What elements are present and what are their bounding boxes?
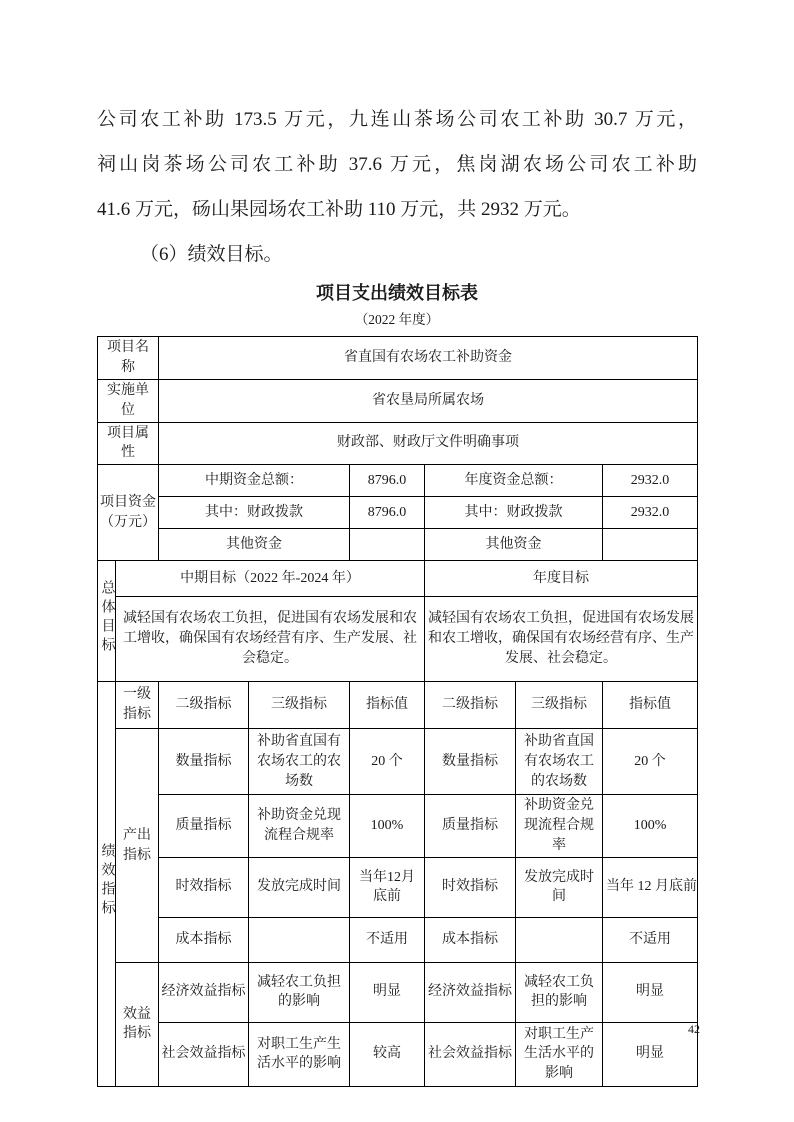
indicator-level3-cell: [516, 917, 603, 962]
overall-goal-vertical-text: 总体目标: [99, 579, 115, 656]
table-row: [98, 379, 698, 422]
table-row: [98, 1022, 698, 1086]
indicator-level2-cell: 时效指标: [425, 857, 516, 917]
indicator-value-cell: 100%: [603, 795, 698, 858]
implementing-unit-value: 省农垦局所属农场: [159, 379, 698, 422]
indicator-level2-cell: 时效指标: [159, 857, 249, 917]
table-row: [98, 529, 698, 561]
annual-other-value: [603, 529, 698, 561]
project-funds-label: 项目资金（万元）: [98, 465, 159, 561]
project-attribute-value: 财政部、财政厅文件明确事项: [159, 422, 698, 465]
table-row: [98, 597, 698, 682]
indicator-level3-cell: 对职工生产生活水平的影响: [516, 1022, 603, 1086]
midterm-other-label: 其他资金: [159, 529, 350, 561]
indicator-level2-cell: 数量指标: [425, 729, 516, 795]
indicator-level3-cell: 发放完成时间: [516, 857, 603, 917]
indicator-level2-cell: 质量指标: [159, 795, 249, 858]
midterm-total-label: 中期资金总额：: [159, 465, 350, 497]
indicator-value-cell: 20 个: [603, 729, 698, 795]
indicator-level3-cell: 补助资金兑现流程合规率: [249, 795, 350, 858]
table-row: [98, 497, 698, 529]
performance-target-table: [97, 336, 698, 1087]
page-content: [97, 97, 697, 1087]
level1-indicator-header: 一级指标: [116, 682, 159, 729]
level2-indicator-header-left: 二级指标: [159, 682, 249, 729]
level3-indicator-header-left: 三级指标: [249, 682, 350, 729]
table-row: [98, 857, 698, 917]
level3-indicator-header-right: 三级指标: [516, 682, 603, 729]
indicator-level2-cell: 成本指标: [159, 917, 249, 962]
indicator-value-cell: 不适用: [350, 917, 425, 962]
table-row: [98, 561, 698, 597]
indicator-level2-cell: 社会效益指标: [159, 1022, 249, 1086]
annual-fiscal-label: 其中：财政拨款: [425, 497, 603, 529]
project-name-label: 项目名称: [98, 337, 159, 380]
indicator-level2-cell: 经济效益指标: [159, 962, 249, 1022]
table-title: 项目支出绩效目标表: [316, 283, 478, 303]
annual-goal-header: 年度目标: [425, 561, 698, 597]
overall-goal-label: [98, 561, 116, 682]
midterm-total-value: 8796.0: [350, 465, 425, 497]
indicator-level3-cell: 补助省直国有农场农工的农场数: [249, 729, 350, 795]
indicator-level3-cell: [249, 917, 350, 962]
indicator-level3-cell: 减轻农工负担的影响: [249, 962, 350, 1022]
table-subtitle: （2022 年度）: [354, 312, 440, 327]
annual-fiscal-value: 2932.0: [603, 497, 698, 529]
indicator-level2-cell: 成本指标: [425, 917, 516, 962]
indicator-value-cell: 明显: [603, 962, 698, 1022]
indicator-level3-cell: 补助省直国有农场农工的农场数: [516, 729, 603, 795]
paragraph-line: 公司农工补助 173.5 万元，九连山茶场公司农工补助 30.7 万元，: [97, 109, 697, 130]
paragraph-line: 41.6 万元，砀山果园场农工补助 110 万元，共 2932 万元。: [97, 199, 581, 220]
indicator-value-header-right: 指标值: [603, 682, 698, 729]
midterm-goal-text: 减轻国有农场农工负担，促进国有农场发展和农工增收，确保国有农场经营有序、生产发展、社会稳定。: [116, 597, 425, 682]
annual-goal-text: 减轻国有农场农工负担，促进国有农场发展和农工增收，确保国有农场经营有序、生产发展、社会稳定。: [425, 597, 698, 682]
implementing-unit-label: 实施单位: [98, 379, 159, 422]
table-row: [98, 422, 698, 465]
level2-indicator-header-right: 二级指标: [425, 682, 516, 729]
benefit-indicators-group-label: 效益指标: [116, 962, 159, 1086]
midterm-goal-header: 中期目标（2022 年-2024 年）: [116, 561, 425, 597]
indicator-value-cell: 明显: [350, 962, 425, 1022]
table-row: [98, 682, 698, 729]
list-item-line: （6）绩效目标。: [140, 244, 283, 265]
table-row: [98, 337, 698, 380]
indicator-level3-cell: 对职工生产生活水平的影响: [249, 1022, 350, 1086]
table-row: [98, 795, 698, 858]
indicator-value-cell: 当年 12 月底前: [603, 857, 698, 917]
annual-other-label: 其他资金: [425, 529, 603, 561]
indicator-value-cell: 不适用: [603, 917, 698, 962]
paragraph-line: 祠山岗茶场公司农工补助 37.6 万元，焦岗湖农场公司农工补助: [97, 154, 697, 175]
midterm-fiscal-value: 8796.0: [350, 497, 425, 529]
table-row: [98, 917, 698, 962]
indicator-value-cell: 20 个: [350, 729, 425, 795]
page-number: 42: [688, 1022, 700, 1036]
indicator-value-cell: 100%: [350, 795, 425, 858]
annual-total-value: 2932.0: [603, 465, 698, 497]
indicator-value-cell: 明显: [603, 1022, 698, 1086]
output-indicators-group-label: 产出指标: [116, 729, 159, 963]
indicator-level2-cell: 质量指标: [425, 795, 516, 858]
midterm-other-value: [350, 529, 425, 561]
indicator-value-header-left: 指标值: [350, 682, 425, 729]
table-row: [98, 465, 698, 497]
indicator-level2-cell: 社会效益指标: [425, 1022, 516, 1086]
project-name-value: 省直国有农场农工补助资金: [159, 337, 698, 380]
indicator-level2-cell: 经济效益指标: [425, 962, 516, 1022]
midterm-fiscal-label: 其中：财政拨款: [159, 497, 350, 529]
annual-total-label: 年度资金总额：: [425, 465, 603, 497]
indicator-value-cell: 较高: [350, 1022, 425, 1086]
table-row: [98, 962, 698, 1022]
indicator-level2-cell: 数量指标: [159, 729, 249, 795]
indicator-level3-cell: 补助资金兑现流程合规率: [516, 795, 603, 858]
performance-indicators-label: [98, 682, 116, 1087]
project-attribute-label: 项目属性: [98, 422, 159, 465]
indicator-value-cell: 当年12月底前: [350, 857, 425, 917]
indicator-level3-cell: 发放完成时间: [249, 857, 350, 917]
performance-indicators-vertical-text: 绩效指标: [99, 842, 115, 919]
table-row: [98, 729, 698, 795]
indicator-level3-cell: 减轻农工负担的影响: [516, 962, 603, 1022]
